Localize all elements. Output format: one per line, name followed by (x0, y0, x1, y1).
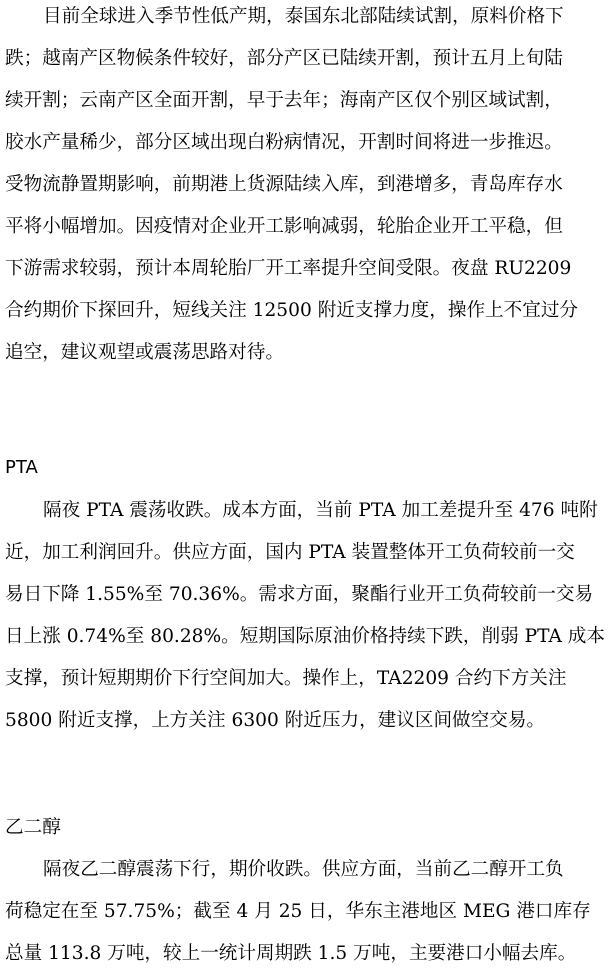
paragraph-line: 日上涨 0.74%至 80.28%。短期国际原油价格持续下跌，削弱 PTA 成本 (5, 626, 605, 647)
paragraph-line: 平将小幅增加。因疫情对企业开工影响减弱，轮胎企业开工平稳，但 (5, 216, 563, 237)
paragraph-line: 胶水产量稀少，部分区域出现白粉病情况，开割时间将进一步推迟。 (5, 132, 563, 153)
paragraph-line: 续开割；云南产区全面开割，早于去年；海南产区仅个别区域试割， (5, 90, 563, 111)
paragraph-line: 跌；越南产区物候条件较好，部分产区已陆续开割，预计五月上旬陆 (5, 48, 563, 69)
paragraph-line: 受物流静置期影响，前期港上货源陆续入库，到港增多，青岛库存水 (5, 174, 563, 195)
paragraph-line: 追空，建议观望或震荡思路对待。 (5, 342, 284, 363)
paragraph-line: 5800 附近支撑，上方关注 6300 附近压力，建议区间做空交易。 (5, 710, 546, 731)
section-heading-meg: 乙二醇 (5, 817, 61, 838)
section-heading-pta: PTA (5, 457, 38, 478)
paragraph-line: 易日下降 1.55%至 70.36%。需求方面，聚酯行业开工负荷较前一交易 (5, 584, 594, 605)
paragraph-line: 隔夜 PTA 震荡收跌。成本方面，当前 PTA 加工差提升至 476 吨附 (43, 500, 598, 521)
paragraph-line: 荷稳定在至 57.75%；截至 4 月 25 日，华东主港地区 MEG 港口库存 (5, 901, 591, 922)
paragraph-line: 支撑，预计短期期价下行空间加大。操作上，TA2209 合约下方关注 (5, 668, 567, 689)
paragraph-line: 隔夜乙二醇震荡下行，期价收跌。供应方面，当前乙二醇开工负 (43, 859, 564, 880)
paragraph-line: 总量 113.8 万吨，较上一统计周期跌 1.5 万吨，主要港口小幅去库。 (5, 943, 577, 964)
paragraph-line: 目前全球进入季节性低产期，泰国东北部陆续试割，原料价格下 (43, 6, 564, 27)
paragraph-line: 合约期价下探回升，短线关注 12500 附近支撑力度，操作上不宜过分 (5, 300, 579, 321)
paragraph-line: 下游需求较弱，预计本周轮胎厂开工率提升空间受限。夜盘 RU2209 (5, 258, 572, 279)
paragraph-line: 近，加工利润回升。供应方面，国内 PTA 装置整体开工负荷较前一交 (5, 542, 575, 563)
